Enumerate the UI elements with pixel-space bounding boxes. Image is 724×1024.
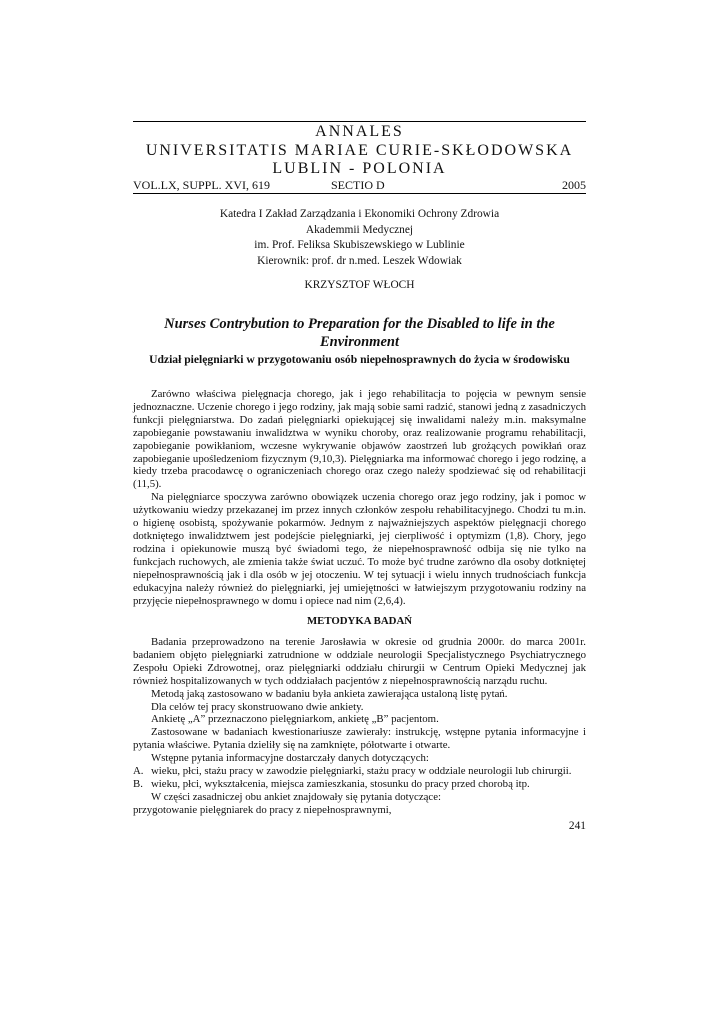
paragraph: Wstępne pytania informacyjne dostarczały danych dotyczących: bbox=[151, 752, 429, 765]
journal-title-line3: LUBLIN - POLONIA bbox=[272, 160, 447, 177]
affiliation bbox=[133, 207, 586, 269]
list-item-text: wieku, płci, stażu pracy w zawodzie pielęgniarki, stażu pracy w oddziale neurologii lub chirurgii. bbox=[151, 765, 572, 778]
paragraph: Na pielęgniarce spoczywa zarówno obowiązek uczenia chorego oraz jego rodziny, jak i pomoc w użytkowaniu wiedzy przekazanej im przez innych członków zespołu rehabilitacyjnego. Chodzi tu m.in. o higienę osobistą, spożywanie pokarmów. Jednym z najważniejszych aspektów pielęgnacji chorego dotkniętego inwalidztwem jest podejście pielęgniarki, jej cierpliwość i optymizm (1,8). Chory, jego rodzina i opiekunowie muszą być świadomi tego, że niepełnosprawność odbija się nie tylko na funkcjach ruchowych, ale zmienia także świat uczuć. To może być trudne zarówno dla osoby dotkniętej niepełnosprawnością jak i dla osób w jej otoczeniu. W tej sytuacji i wielu innych trudnościach funkcja edukacyjna należy również do pielęgniarki, jej umiejętności w łatwiejszym przygotowaniu rodziny na przyjęcie niepełnosprawnego w domu i opiece nad nim (2,6,4). bbox=[133, 491, 586, 607]
publication-year: 2005 bbox=[562, 178, 586, 192]
paragraph: Ankietę „A” przeznaczono pielęgniarkom, ankietę „B” pacjentom. bbox=[151, 713, 439, 726]
article-title-polish: Udział pielęgniarki w przygotowaniu osób niepełnosprawnych do życia w środowisku bbox=[149, 353, 570, 366]
methods-section bbox=[133, 636, 586, 817]
paragraph: Metodą jaką zastosowano w badaniu była ankieta zawierająca ustaloną listę pytań. bbox=[151, 687, 508, 700]
paragraph: Badania przeprowadzono na terenie Jarosławia w okresie od grudnia 2000r. do marca 2001r. badaniem objęto pielęgniarki zatrudnione w oddziale neurologii Specjalistycznego Psychiatrycznego Zespołu Opieki Zdrowotnej, oraz pielęgniarki oddziału chirurgii w Centrum Opieki Medycznej jak również hospitalizowanych w tych oddziałach pacjentów z niepełnosprawnością narządu ruchu. bbox=[133, 636, 586, 687]
header-bottom-rule bbox=[133, 193, 586, 194]
list-item-label: A. bbox=[133, 765, 144, 778]
affiliation-line: im. Prof. Feliksa Skubiszewskiego w Lublinie bbox=[254, 239, 465, 251]
volume-line bbox=[133, 178, 586, 192]
affiliation-line: Akademmii Medycznej bbox=[305, 223, 414, 236]
list-item bbox=[133, 778, 586, 791]
page-number: 241 bbox=[568, 820, 586, 832]
author-name: KRZYSZTOF WŁOCH bbox=[304, 279, 415, 291]
introduction bbox=[133, 388, 586, 607]
journal-title-line2: UNIVERSITATIS MARIAE CURIE-SKŁODOWSKA bbox=[145, 142, 574, 159]
sectio-label: SECTIO D bbox=[331, 178, 385, 192]
paragraph: W części zasadniczej obu ankiet znajdowały się pytania dotyczące: bbox=[151, 790, 441, 803]
list-item bbox=[133, 765, 586, 778]
affiliation-line: Kierownik: prof. dr n.med. Leszek Wdowiak bbox=[257, 254, 462, 267]
article-title-english: Nurses Contrybution to Preparation for the Disabled to life in the Environment bbox=[164, 316, 555, 350]
paragraph: Zastosowane w badaniach kwestionariusze zawierały: instrukcję, wstępne pytania informacyjne i pytania właściwe. Pytania dzieliły się na zamknięte, półotwarte i otwarte. bbox=[133, 726, 586, 752]
list-item-text: wieku, płci, wykształcenia, miejsca zamieszkania, stosunku do pracy przed chorobą itp. bbox=[151, 777, 530, 790]
section-heading: METODYKA BADAŃ bbox=[306, 615, 413, 627]
affiliation-line: Katedra I Zakład Zarządzania i Ekonomiki Ochrony Zdrowia bbox=[219, 208, 500, 220]
volume-info: VOL.LX, SUPPL. XVI, 619 bbox=[133, 178, 271, 192]
paragraph: Dla celów tej pracy skonstruowano dwie ankiety. bbox=[151, 700, 364, 713]
journal-title-line1: ANNALES bbox=[315, 123, 404, 140]
paragraph: Zarówno właściwa pielęgnacja chorego, jak i jego rehabilitacja to pojęcia w pewnym sensie jednoznaczne. Uczenie chorego i jego rodziny, jak mają sobie sami radzić, stanowi jedną z zasadniczych funkcji pielęgniarstwa. Do zadań pielęgniarki opiekującej się inwalidami należy m.in. maksymalne zapobieganie powstawaniu inwalidztwa w wyniku choroby, oraz realizowanie programu rehabilitacji, zapobieganie powikłaniom, wczesne wykrywanie objawów zaostrzeń lub grożących powikłań oraz zapobieganie upośledzeniom fizycznym (9,10,3). Pielęgniarka ma informować chorego i jego rodzinę, a kiedy trzeba pracodawcę o ograniczeniach chorego oraz czego należy spodziewać się od rehabilitacji (11,5). bbox=[133, 388, 586, 491]
list-item-label: B. bbox=[133, 777, 143, 790]
paragraph: przygotowanie pielęgniarek do pracy z niepełnosprawnymi, bbox=[133, 803, 392, 816]
